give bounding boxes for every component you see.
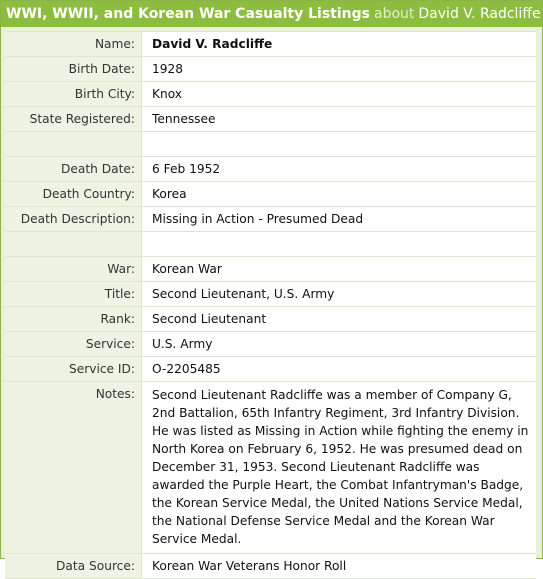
spacer-label [5,132,142,156]
death-description-value: Missing in Action - Presumed Dead [142,207,536,231]
death-date-value: 6 Feb 1952 [142,157,536,181]
notes-label: Notes: [5,382,142,553]
data-source-label: Data Source: [5,554,142,578]
title-label: Title: [5,282,142,306]
state-registered-label: State Registered: [5,107,142,131]
about-label: about [374,6,415,22]
service-value: U.S. Army [142,332,536,356]
panel-header [1,1,542,27]
row-title [5,282,536,307]
name-value: David V. Radcliffe [142,32,536,56]
row-service [5,332,536,357]
name-label: Name: [5,32,142,56]
row-birth-city [5,82,536,107]
row-spacer [5,232,536,257]
row-rank [5,307,536,332]
war-label: War: [5,257,142,281]
rank-value: Second Lieutenant [142,307,536,331]
service-id-label: Service ID: [5,357,142,381]
row-birth-date [5,57,536,82]
details-table [5,31,536,579]
row-name [5,32,536,57]
birth-city-label: Birth City: [5,82,142,106]
war-value: Korean War [142,257,536,281]
death-country-value: Korea [142,182,536,206]
death-date-label: Death Date: [5,157,142,181]
row-notes [5,382,536,554]
spacer-value [142,232,536,256]
service-id-value: O-2205485 [142,357,536,381]
birth-date-value: 1928 [142,57,536,81]
spacer-label [5,232,142,256]
spacer-value [142,132,536,156]
notes-value: Second Lieutenant Radcliffe was a member of Company G, 2nd Battalion, 65th Infantry Regiment, 3rd Infantry Division. He was listed as Missing in Action while fighting the enemy in North Korea on February 6, 1952. He was presumed dead on December 31, 1953. Second Lieutenant Radcliffe was awarded the Purple Heart, the Combat Infantryman's Badge, the Korean Service Medal, the United Nations Service Medal, the National Defense Service Medal and the Korean War Service Medal. [142,382,536,553]
service-label: Service: [5,332,142,356]
row-war [5,257,536,282]
title-value: Second Lieutenant, U.S. Army [142,282,536,306]
row-death-description [5,207,536,232]
subject-name-link[interactable]: David V. Radcliffe [418,6,541,22]
rank-label: Rank: [5,307,142,331]
death-description-label: Death Description: [5,207,142,231]
data-source-value: Korean War Veterans Honor Roll [142,554,536,578]
row-service-id [5,357,536,382]
birth-date-label: Birth Date: [5,57,142,81]
birth-city-value: Knox [142,82,536,106]
row-state-registered [5,107,536,132]
row-spacer [5,132,536,157]
row-death-date [5,157,536,182]
death-country-label: Death Country: [5,182,142,206]
state-registered-value: Tennessee [142,107,536,131]
row-data-source [5,554,536,579]
row-death-country [5,182,536,207]
panel-title: WWI, WWII, and Korean War Casualty Listings [6,6,370,22]
